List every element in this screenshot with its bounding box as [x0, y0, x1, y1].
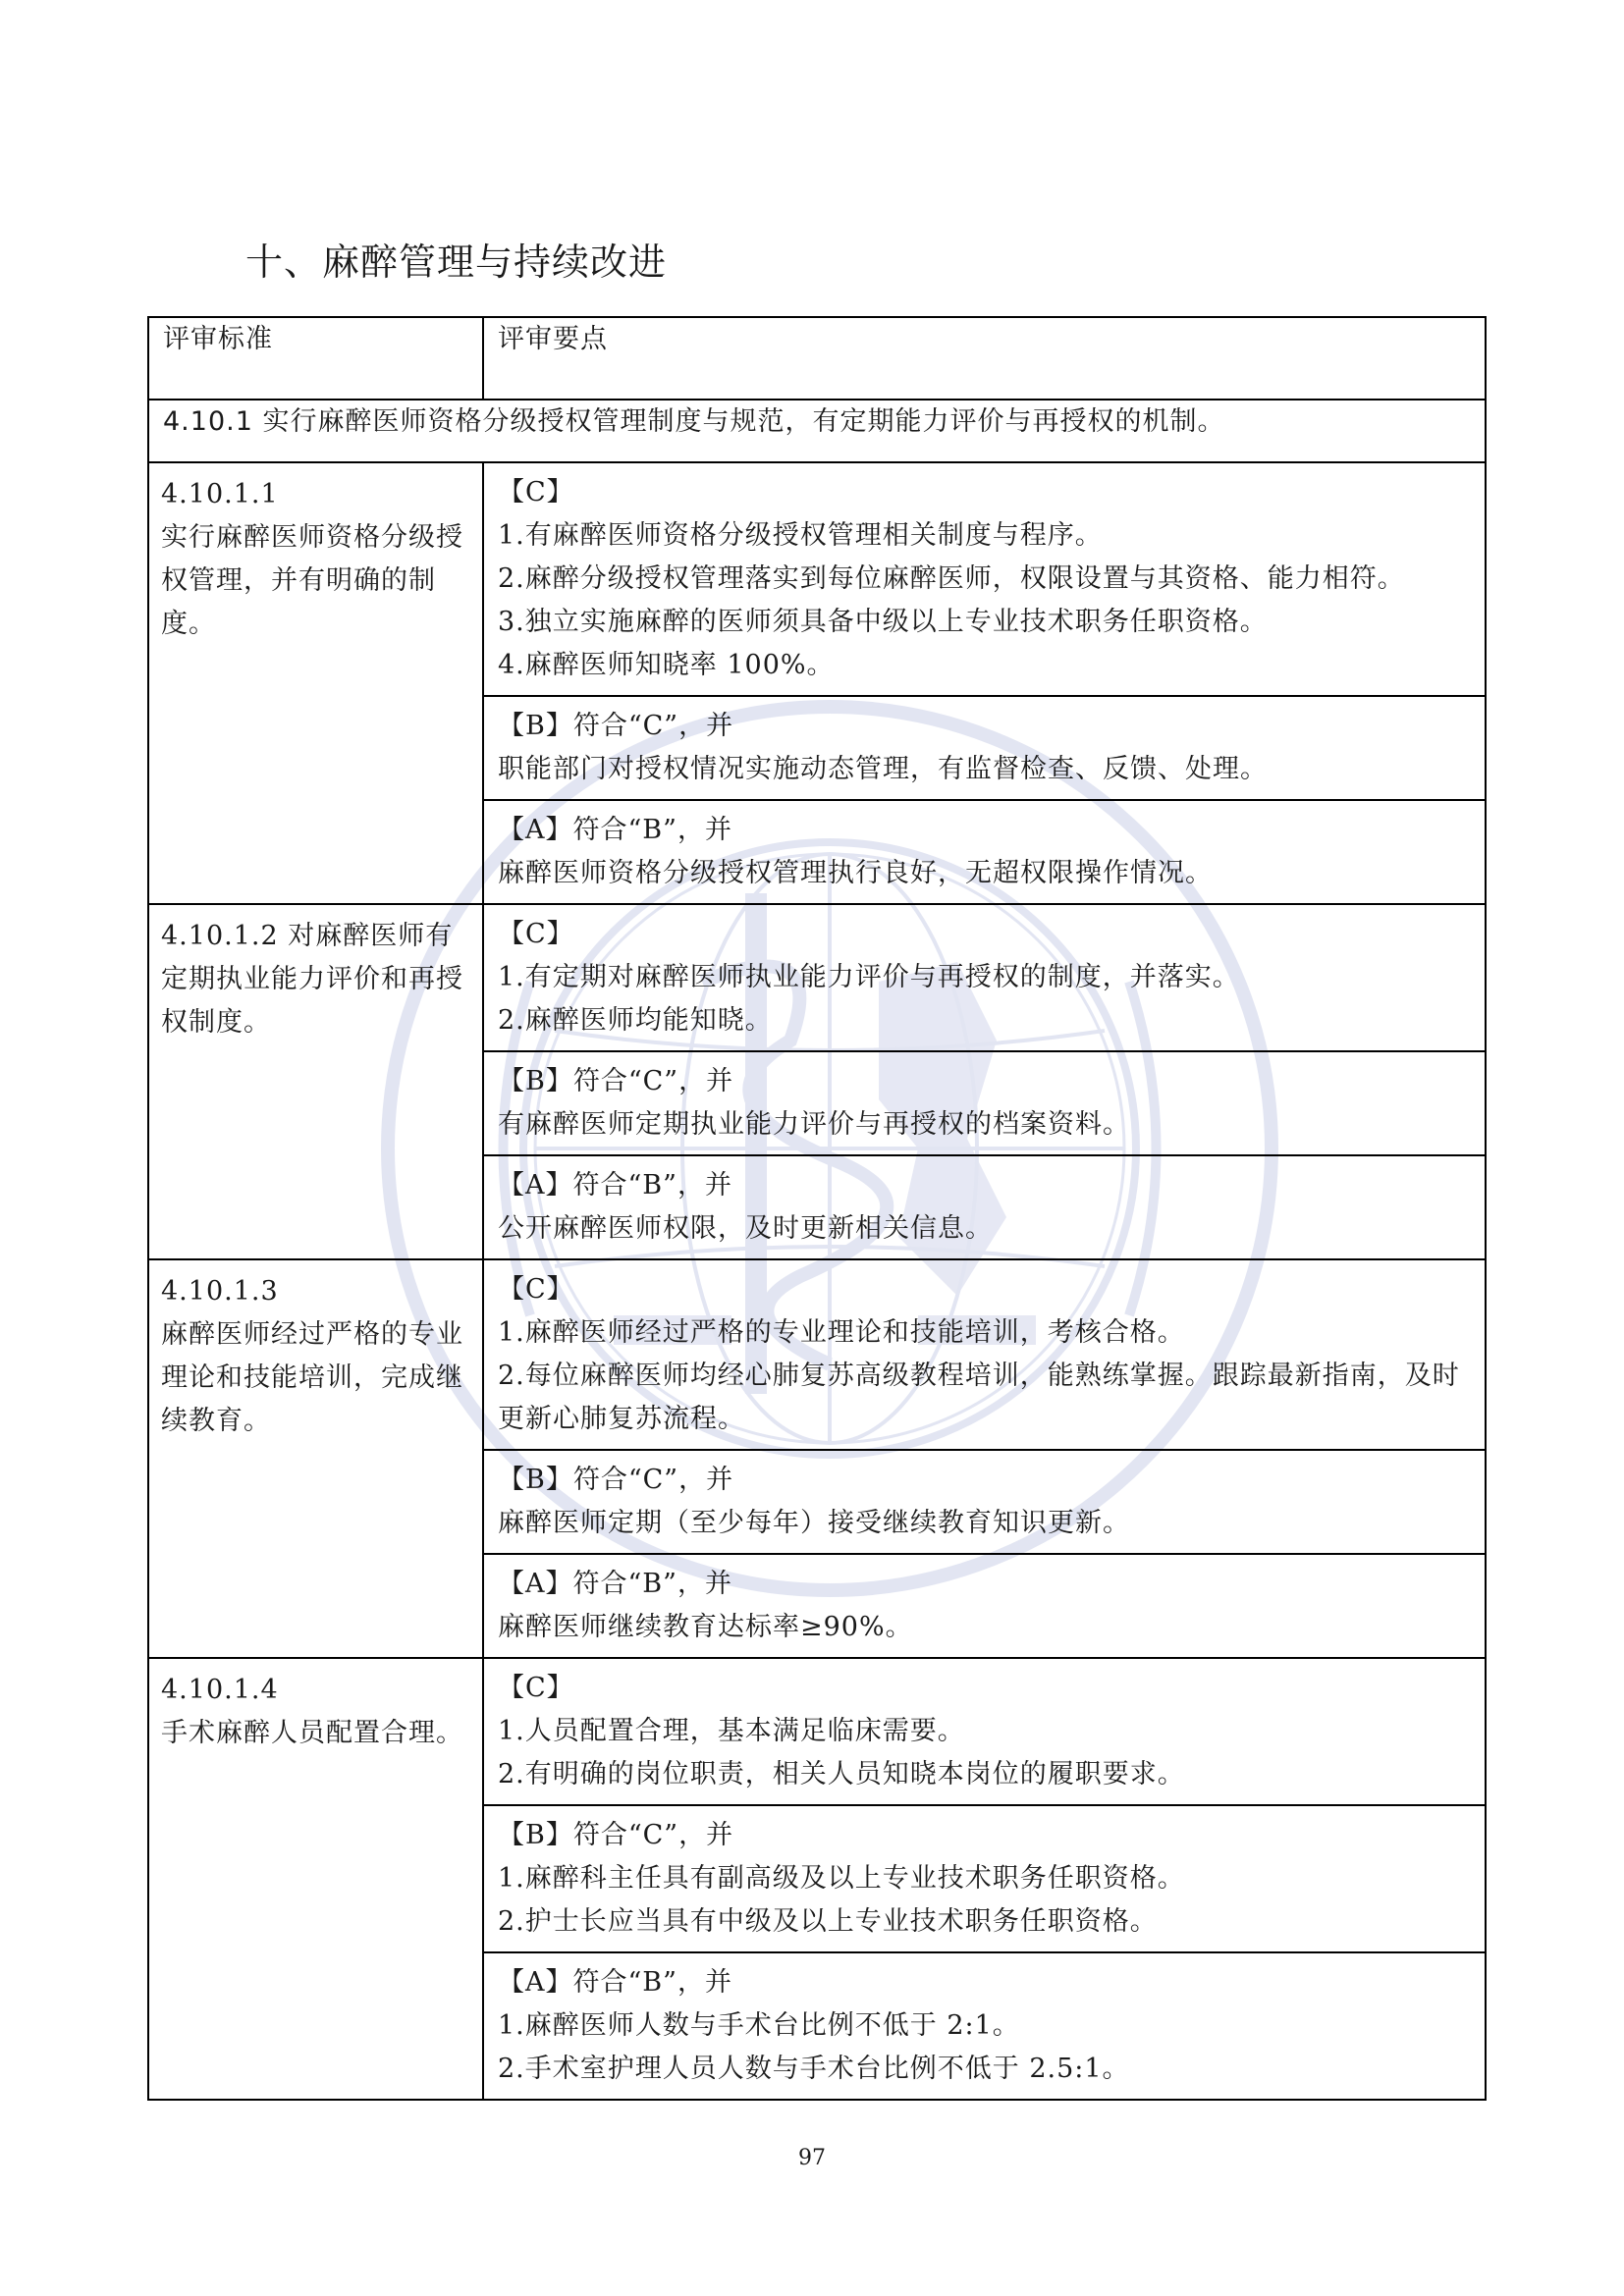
grade-label: 【B】符合“C”，并	[498, 1820, 734, 1850]
standard-text: 实行麻醉医师资格分级授权管理，并有明确的制度。	[161, 522, 463, 639]
standard-code: 4.10.1.4	[161, 1675, 279, 1705]
standard-code: 4.10.1.2	[161, 921, 279, 951]
key-point-line: 4.麻醉医师知晓率 100%。	[498, 650, 835, 680]
table-row	[148, 904, 1486, 1051]
page-title: 十、麻醉管理与持续改进	[245, 240, 668, 284]
standard-cell	[148, 1658, 483, 2100]
key-point-line: 麻醉医师资格分级授权管理执行良好，无超权限操作情况。	[498, 858, 1213, 888]
key-point-cell	[483, 1155, 1486, 1259]
key-point-cell	[483, 1952, 1486, 2100]
grade-label: 【C】	[498, 477, 574, 507]
key-point-cell	[483, 1051, 1486, 1155]
table-row	[148, 462, 1486, 696]
section-heading-row	[148, 400, 1486, 462]
key-point-cell	[483, 904, 1486, 1051]
standard-text: 对麻醉医师有定期执业能力评价和再授权制度。	[161, 921, 463, 1038]
key-point-cell	[483, 696, 1486, 800]
grade-label: 【C】	[498, 1274, 574, 1305]
header-standard: 评审标准	[148, 317, 483, 400]
key-point-line: 1.有定期对麻醉医师执业能力评价与再授权的制度，并落实。	[498, 962, 1240, 992]
standard-cell	[148, 904, 483, 1259]
key-point-line: 1.麻醉科主任具有副高级及以上专业技术职务任职资格。	[498, 1863, 1185, 1894]
grade-label: 【C】	[498, 919, 574, 949]
key-point-line: 2.麻醉分级授权管理落实到每位麻醉医师，权限设置与其资格、能力相符。	[498, 563, 1405, 594]
grade-label: 【A】符合“B”，并	[498, 1967, 732, 1998]
key-point-line: 职能部门对授权情况实施动态管理，有监督检查、反馈、处理。	[498, 754, 1268, 784]
key-point-line: 2.护士长应当具有中级及以上专业技术职务任职资格。	[498, 1906, 1158, 1937]
key-point-line: 1.麻醉医师经过严格的专业理论和技能培训，考核合格。	[498, 1317, 1185, 1348]
key-point-line: 2.手术室护理人员人数与手术台比例不低于 2.5:1。	[498, 2054, 1130, 2084]
grade-label: 【B】符合“C”，并	[498, 1465, 734, 1495]
standard-cell	[148, 1259, 483, 1658]
header-key-points: 评审要点	[483, 317, 1486, 400]
standard-cell	[148, 462, 483, 904]
key-point-line: 2.有明确的岗位职责，相关人员知晓本岗位的履职要求。	[498, 1759, 1185, 1789]
key-point-cell	[483, 1805, 1486, 1952]
key-point-line: 公开麻醉医师权限，及时更新相关信息。	[498, 1213, 993, 1244]
standard-text: 手术麻醉人员配置合理。	[161, 1718, 463, 1748]
key-point-line: 3.独立实施麻醉的医师须具备中级以上专业技术职务任职资格。	[498, 607, 1268, 637]
grade-label: 【A】符合“B”，并	[498, 1170, 732, 1201]
key-point-cell	[483, 1450, 1486, 1554]
standard-code: 4.10.1.3	[161, 1276, 279, 1307]
grade-label: 【A】符合“B”，并	[498, 815, 732, 845]
key-point-line: 麻醉医师定期（至少每年）接受继续教育知识更新。	[498, 1508, 1130, 1538]
table-row	[148, 1658, 1486, 1805]
page-number: 97	[798, 2146, 826, 2170]
key-point-line: 1.有麻醉医师资格分级授权管理相关制度与程序。	[498, 520, 1103, 551]
standard-code: 4.10.1.1	[161, 479, 279, 509]
review-criteria-table	[147, 316, 1487, 2101]
key-point-line: 1.麻醉医师人数与手术台比例不低于 2:1。	[498, 2010, 1020, 2041]
key-point-line: 2.每位麻醉医师均经心肺复苏高级教程培训，能熟练掌握。跟踪最新指南，及时更新心肺复苏流程。	[498, 1361, 1460, 1434]
key-point-cell	[483, 462, 1486, 696]
grade-label: 【C】	[498, 1673, 574, 1703]
key-point-cell	[483, 800, 1486, 904]
key-point-cell	[483, 1259, 1486, 1450]
grade-label: 【B】符合“C”，并	[498, 1066, 734, 1096]
key-point-cell	[483, 1554, 1486, 1658]
table-row	[148, 1259, 1486, 1450]
table-header-row	[148, 317, 1486, 400]
key-point-line: 麻醉医师继续教育达标率≥90%。	[498, 1612, 913, 1642]
grade-label: 【A】符合“B”，并	[498, 1569, 732, 1599]
key-point-line: 有麻醉医师定期执业能力评价与再授权的档案资料。	[498, 1109, 1130, 1140]
section-heading: 4.10.1 实行麻醉医师资格分级授权管理制度与规范，有定期能力评价与再授权的机制。	[148, 400, 1486, 462]
standard-text: 麻醉医师经过严格的专业理论和技能培训，完成继续教育。	[161, 1319, 463, 1436]
key-point-line: 1.人员配置合理，基本满足临床需要。	[498, 1716, 965, 1746]
key-point-cell	[483, 1658, 1486, 1805]
grade-label: 【B】符合“C”，并	[498, 711, 734, 741]
key-point-line: 2.麻醉医师均能知晓。	[498, 1005, 773, 1036]
